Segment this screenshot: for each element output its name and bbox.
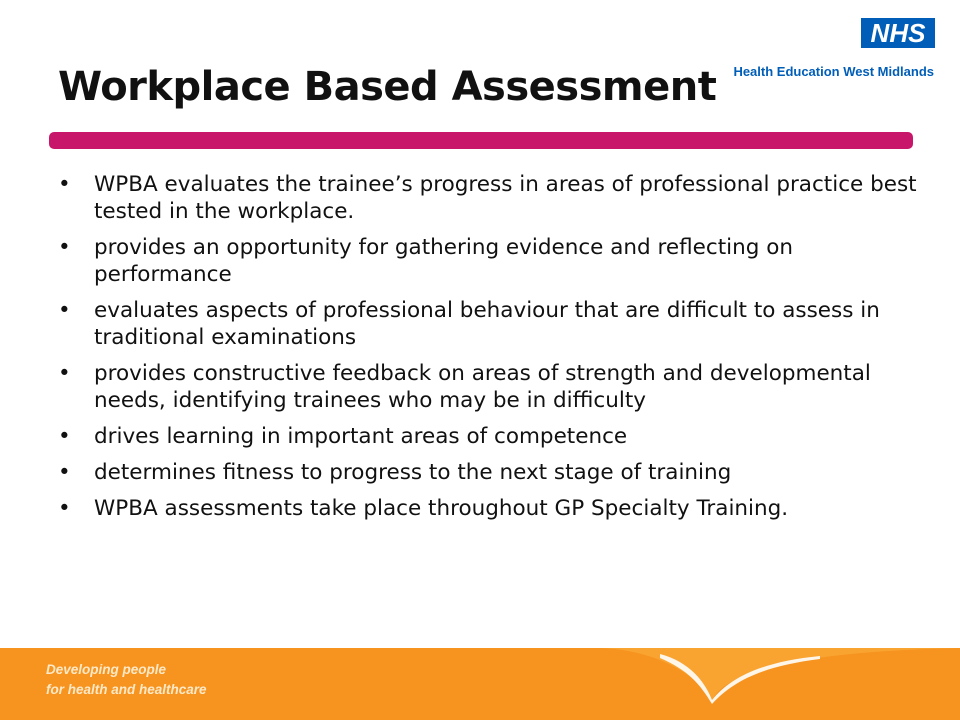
bullet-item [58,171,918,225]
bullet-point-icon: • [58,424,71,449]
bullet-point-icon: • [58,298,71,323]
footer-tagline [46,660,207,700]
bullet-item [58,423,918,450]
tagline-line-1: Developing people [46,662,167,677]
bullet-text: WPBA assessments take place throughout GP Specialty Training. [94,496,789,521]
bullet-point-icon: • [58,361,71,386]
title-accent-bar [49,132,913,149]
bullet-text: evaluates aspects of professional behaviour that are difficult to assess in traditional examinations [94,298,880,350]
bullet-point-icon: • [58,496,71,521]
bullet-text: provides an opportunity for gathering evidence and reflecting on performance [94,235,793,287]
bullet-text: provides constructive feedback on areas of strength and developmental needs, identifying trainees who may be in difficulty [94,361,871,413]
bullet-text: drives learning in important areas of competence [94,424,628,449]
bullet-item [58,459,918,486]
bullet-list [58,171,918,531]
tagline-line-2: for health and healthcare [46,682,207,697]
bullet-text: determines fitness to progress to the next stage of training [94,460,732,485]
bullet-text: WPBA evaluates the trainee’s progress in areas of professional practice best tested in the workplace. [94,172,917,224]
bullet-point-icon: • [58,172,71,197]
bullet-item [58,360,918,414]
bullet-item [58,234,918,288]
organisation-name: Health Education West Midlands [733,64,934,79]
bullet-point-icon: • [58,460,71,485]
slide-title: Workplace Based Assessment [58,64,717,110]
bullet-point-icon: • [58,235,71,260]
bullet-item [58,495,918,522]
nhs-logo: NHS [861,18,935,48]
bullet-item [58,297,918,351]
